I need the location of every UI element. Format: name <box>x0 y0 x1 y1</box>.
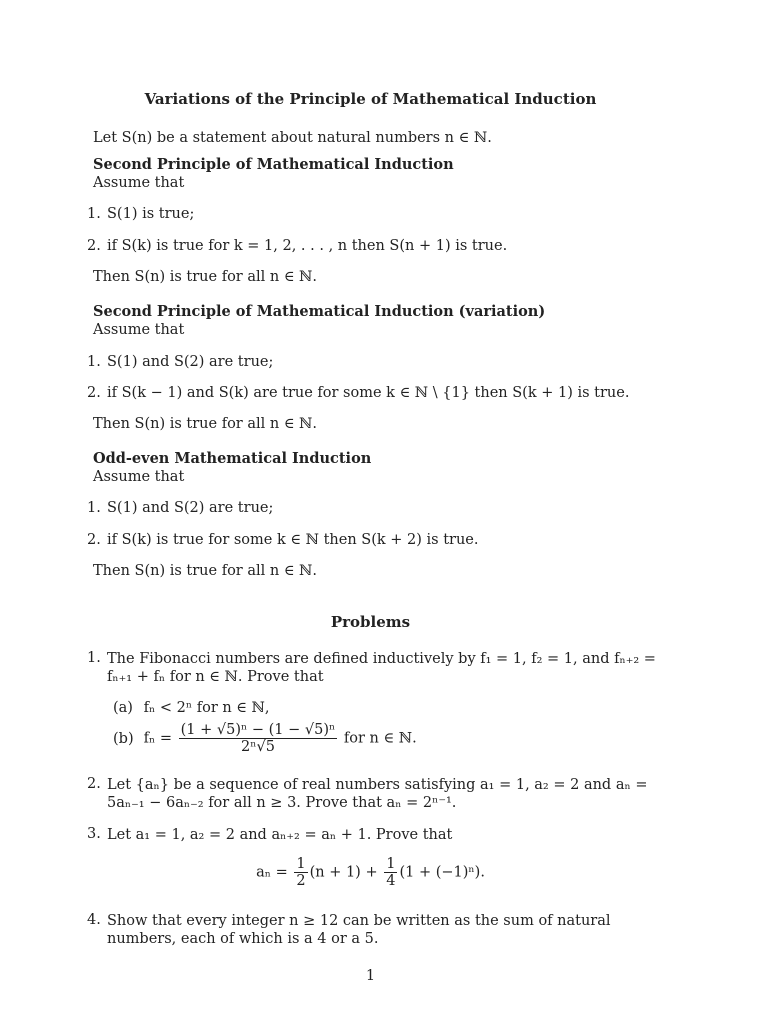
problem-text: Show that every integer n ≥ 12 can be written as the sum of natural numbers, each of which is a 4 or a 5. <box>107 913 611 947</box>
subproblem-a <box>113 700 270 716</box>
conclusion-text: Then S(n) is true for all n ∈ ℕ. <box>93 563 318 579</box>
problem-number: 1. <box>87 650 101 666</box>
subproblem-label: (a) <box>113 700 133 716</box>
formula-tail: for n ∈ ℕ. <box>343 730 417 747</box>
list-item-text: if S(k) is true for some k ∈ ℕ then S(k + 2) is true. <box>107 532 479 548</box>
fraction-numerator: 1 <box>386 856 396 872</box>
formula-lhs: fₙ = <box>143 730 173 747</box>
problems-heading: Problems <box>330 613 411 631</box>
section-heading: Odd-even Mathematical Induction <box>93 450 372 467</box>
equation-middle: (n + 1) + <box>309 864 378 881</box>
list-item-text: S(1) is true; <box>107 206 195 222</box>
fraction <box>294 856 307 889</box>
subproblem-b <box>113 722 417 755</box>
subproblem-text: fₙ < 2ⁿ for n ∈ ℕ, <box>143 700 270 716</box>
intro-text: Let S(n) be a statement about natural numbers n ∈ ℕ. <box>93 130 492 146</box>
page-number: 1 <box>365 968 376 984</box>
problem-number: 3. <box>87 826 101 842</box>
list-item: 1. S(1) and S(2) are true; <box>87 354 274 370</box>
assume-text: Assume that <box>93 322 185 338</box>
list-item-text: if S(k) is true for k = 1, 2, . . . , n then S(n + 1) is true. <box>107 238 508 254</box>
equation-tail: (1 + (−1)ⁿ). <box>399 864 485 881</box>
assume-text: Assume that <box>93 469 185 485</box>
list-item-text: S(1) and S(2) are true; <box>107 354 274 370</box>
fraction-denominator: 2ⁿ√5 <box>240 739 275 755</box>
document-title: Variations of the Principle of Mathematical Induction <box>144 90 597 108</box>
fraction <box>384 856 397 889</box>
problem-number: 2. <box>87 776 101 792</box>
list-item: 1. S(1) is true; <box>87 206 195 222</box>
problem-text: Let {aₙ} be a sequence of real numbers satisfying a₁ = 1, a₂ = 2 and aₙ = 5aₙ₋₁ − 6aₙ₋₂ for all n ≥ 3. Prove that aₙ = 2ⁿ⁻¹. <box>107 777 648 811</box>
fraction-denominator: 2 <box>296 873 306 889</box>
assume-text: Assume that <box>93 175 185 191</box>
list-item-text: S(1) and S(2) are true; <box>107 500 274 516</box>
display-equation <box>93 856 648 889</box>
equation-lhs: aₙ = <box>256 864 288 881</box>
list-item-text: if S(k − 1) and S(k) are true for some k ∈ ℕ \ {1} then S(k + 1) is true. <box>107 385 630 401</box>
problem-text: Let a₁ = 1, a₂ = 2 and aₙ₊₂ = aₙ + 1. Prove that <box>107 827 453 843</box>
fraction-numerator: 1 <box>296 856 306 872</box>
list-item: 2. if S(k) is true for k = 1, 2, . . . , n then S(n + 1) is true. <box>87 238 508 254</box>
fraction-denominator: 4 <box>386 873 396 889</box>
conclusion-text: Then S(n) is true for all n ∈ ℕ. <box>93 416 318 432</box>
subproblem-label: (b) <box>113 730 134 747</box>
list-item: 2. if S(k − 1) and S(k) are true for some k ∈ ℕ \ {1} then S(k + 1) is true. <box>87 385 630 401</box>
problem-number: 4. <box>87 912 101 928</box>
list-item: 2. if S(k) is true for some k ∈ ℕ then S(k + 2) is true. <box>87 532 479 548</box>
problem-text: The Fibonacci numbers are defined inductively by f₁ = 1, f₂ = 1, and fₙ₊₂ = fₙ₊₁ + fₙ for n ∈ ℕ. Prove that <box>107 651 656 685</box>
list-item: 1. S(1) and S(2) are true; <box>87 500 274 516</box>
conclusion-text: Then S(n) is true for all n ∈ ℕ. <box>93 269 318 285</box>
fraction-numerator: (1 + √5)ⁿ − (1 − √5)ⁿ <box>180 722 336 738</box>
document-page <box>87 0 673 1024</box>
section-heading: Second Principle of Mathematical Induction <box>93 156 454 173</box>
section-heading: Second Principle of Mathematical Induction (variation) <box>93 303 546 320</box>
fraction <box>179 722 338 755</box>
